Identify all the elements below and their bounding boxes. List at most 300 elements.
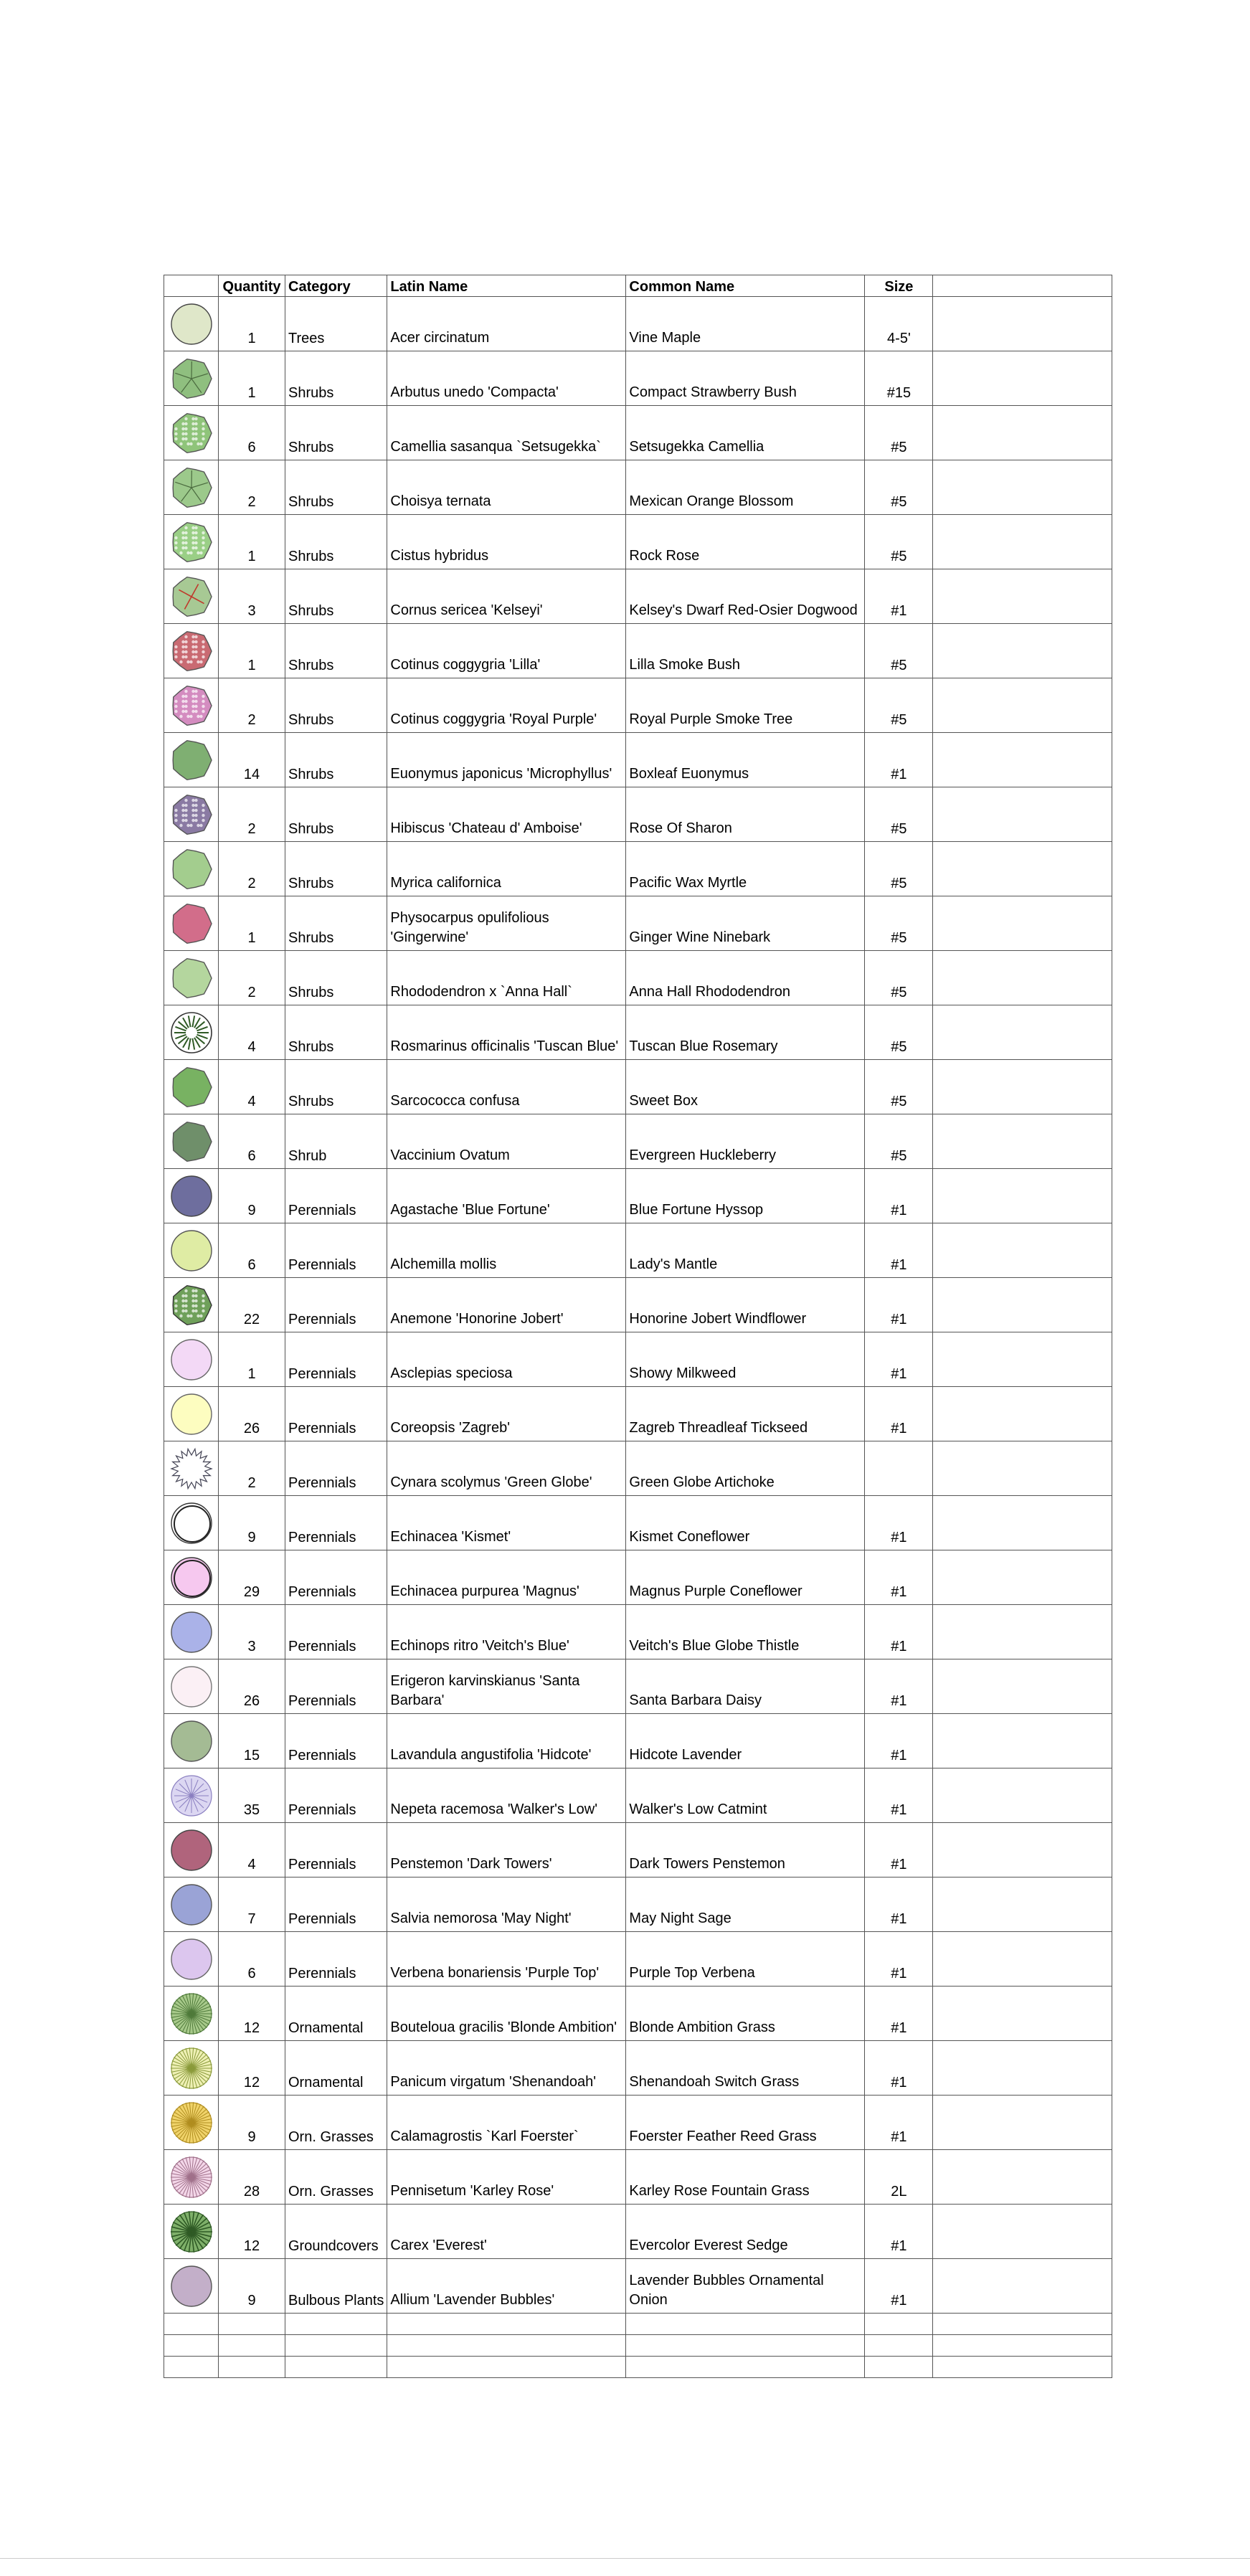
category-cell: Shrub bbox=[285, 1114, 387, 1169]
size-cell bbox=[865, 1441, 933, 1496]
common-name-cell: Showy Milkweed bbox=[626, 1332, 865, 1387]
quantity-cell: 26 bbox=[219, 1659, 285, 1714]
category-cell: Perennials bbox=[285, 1278, 387, 1332]
empty-cell bbox=[285, 2357, 387, 2378]
table-row bbox=[164, 569, 1112, 624]
common-name-cell: Setsugekka Camellia bbox=[626, 406, 865, 460]
empty-cell bbox=[626, 2314, 865, 2335]
size-cell: #5 bbox=[865, 1114, 933, 1169]
latin-name-cell: Agastache 'Blue Fortune' bbox=[387, 1169, 626, 1223]
common-name-cell: Shenandoah Switch Grass bbox=[626, 2041, 865, 2096]
table-row bbox=[164, 2205, 1112, 2259]
latin-name-cell: Penstemon 'Dark Towers' bbox=[387, 1823, 626, 1877]
table-row bbox=[164, 2096, 1112, 2150]
blank-row bbox=[164, 2335, 1112, 2357]
notes-cell bbox=[933, 515, 1112, 569]
quantity-cell: 15 bbox=[219, 1714, 285, 1768]
size-cell: #1 bbox=[865, 1387, 933, 1441]
quantity-cell: 22 bbox=[219, 1278, 285, 1332]
common-name-cell: Purple Top Verbena bbox=[626, 1932, 865, 1987]
notes-cell bbox=[933, 569, 1112, 624]
header-symbol bbox=[164, 275, 219, 297]
plant-symbol-icon bbox=[164, 569, 219, 624]
plant-symbol-icon bbox=[164, 1060, 219, 1114]
quantity-cell: 35 bbox=[219, 1768, 285, 1823]
common-name-cell: Magnus Purple Coneflower bbox=[626, 1550, 865, 1605]
common-name-cell: Honorine Jobert Windflower bbox=[626, 1278, 865, 1332]
latin-name-cell: Physocarpus opulifolious 'Gingerwine' bbox=[387, 896, 626, 951]
table-row bbox=[164, 515, 1112, 569]
common-name-cell: Foerster Feather Reed Grass bbox=[626, 2096, 865, 2150]
empty-cell bbox=[219, 2314, 285, 2335]
quantity-cell: 2 bbox=[219, 1441, 285, 1496]
category-cell: Perennials bbox=[285, 1550, 387, 1605]
quantity-cell: 2 bbox=[219, 842, 285, 896]
notes-cell bbox=[933, 1877, 1112, 1932]
latin-name-cell: Anemone 'Honorine Jobert' bbox=[387, 1278, 626, 1332]
size-cell: #1 bbox=[865, 2041, 933, 2096]
latin-name-cell: Myrica californica bbox=[387, 842, 626, 896]
table-row bbox=[164, 1496, 1112, 1550]
quantity-cell: 9 bbox=[219, 2096, 285, 2150]
notes-cell bbox=[933, 1114, 1112, 1169]
table-row bbox=[164, 2259, 1112, 2314]
common-name-cell: Karley Rose Fountain Grass bbox=[626, 2150, 865, 2205]
common-name-cell: Kelsey's Dwarf Red-Osier Dogwood bbox=[626, 569, 865, 624]
latin-name-cell: Calamagrostis `Karl Foerster` bbox=[387, 2096, 626, 2150]
plant-symbol-icon bbox=[164, 1550, 219, 1605]
size-cell: #5 bbox=[865, 406, 933, 460]
category-cell: Shrubs bbox=[285, 1060, 387, 1114]
table-row bbox=[164, 1278, 1112, 1332]
latin-name-cell: Cynara scolymus 'Green Globe' bbox=[387, 1441, 626, 1496]
blank-row bbox=[164, 2314, 1112, 2335]
size-cell: 4-5' bbox=[865, 297, 933, 351]
size-cell: #5 bbox=[865, 787, 933, 842]
latin-name-cell: Rosmarinus officinalis 'Tuscan Blue' bbox=[387, 1005, 626, 1060]
size-cell: #1 bbox=[865, 2096, 933, 2150]
table-row bbox=[164, 1332, 1112, 1387]
latin-name-cell: Erigeron karvinskianus 'Santa Barbara' bbox=[387, 1659, 626, 1714]
notes-cell bbox=[933, 406, 1112, 460]
plant-symbol-icon bbox=[164, 351, 219, 406]
size-cell: #1 bbox=[865, 2259, 933, 2314]
quantity-cell: 1 bbox=[219, 351, 285, 406]
quantity-cell: 14 bbox=[219, 733, 285, 787]
common-name-cell: Mexican Orange Blossom bbox=[626, 460, 865, 515]
latin-name-cell: Cistus hybridus bbox=[387, 515, 626, 569]
size-cell: #1 bbox=[865, 1823, 933, 1877]
plant-symbol-icon bbox=[164, 1659, 219, 1714]
plant-symbol-icon bbox=[164, 460, 219, 515]
size-cell: #1 bbox=[865, 1659, 933, 1714]
category-cell: Orn. Grasses bbox=[285, 2096, 387, 2150]
size-cell: #1 bbox=[865, 1278, 933, 1332]
plant-schedule bbox=[164, 275, 1112, 2378]
empty-cell bbox=[387, 2357, 626, 2378]
notes-cell bbox=[933, 460, 1112, 515]
latin-name-cell: Carex 'Everest' bbox=[387, 2205, 626, 2259]
notes-cell bbox=[933, 842, 1112, 896]
common-name-cell: Pacific Wax Myrtle bbox=[626, 842, 865, 896]
quantity-cell: 4 bbox=[219, 1823, 285, 1877]
latin-name-cell: Bouteloua gracilis 'Blonde Ambition' bbox=[387, 1987, 626, 2041]
notes-cell bbox=[933, 1987, 1112, 2041]
empty-cell bbox=[933, 2357, 1112, 2378]
table-row bbox=[164, 733, 1112, 787]
category-cell: Perennials bbox=[285, 1387, 387, 1441]
empty-cell bbox=[219, 2357, 285, 2378]
empty-cell bbox=[285, 2335, 387, 2357]
notes-cell bbox=[933, 1550, 1112, 1605]
table-row bbox=[164, 406, 1112, 460]
empty-cell bbox=[626, 2335, 865, 2357]
plant-symbol-icon bbox=[164, 297, 219, 351]
category-cell: Perennials bbox=[285, 1877, 387, 1932]
notes-cell bbox=[933, 1768, 1112, 1823]
common-name-cell: Compact Strawberry Bush bbox=[626, 351, 865, 406]
plant-symbol-icon bbox=[164, 1714, 219, 1768]
latin-name-cell: Lavandula angustifolia 'Hidcote' bbox=[387, 1714, 626, 1768]
notes-cell bbox=[933, 1932, 1112, 1987]
size-cell: #1 bbox=[865, 1768, 933, 1823]
notes-cell bbox=[933, 1441, 1112, 1496]
common-name-cell: Lilla Smoke Bush bbox=[626, 624, 865, 678]
notes-cell bbox=[933, 2096, 1112, 2150]
notes-cell bbox=[933, 951, 1112, 1005]
category-cell: Perennials bbox=[285, 1223, 387, 1278]
empty-cell bbox=[865, 2357, 933, 2378]
quantity-cell: 12 bbox=[219, 2205, 285, 2259]
size-cell: #1 bbox=[865, 733, 933, 787]
table-row bbox=[164, 1005, 1112, 1060]
common-name-cell: Evercolor Everest Sedge bbox=[626, 2205, 865, 2259]
quantity-cell: 1 bbox=[219, 896, 285, 951]
category-cell: Perennials bbox=[285, 1605, 387, 1659]
empty-cell bbox=[626, 2357, 865, 2378]
quantity-cell: 2 bbox=[219, 787, 285, 842]
category-cell: Perennials bbox=[285, 1169, 387, 1223]
table-row bbox=[164, 1768, 1112, 1823]
common-name-cell: Walker's Low Catmint bbox=[626, 1768, 865, 1823]
plant-symbol-icon bbox=[164, 1768, 219, 1823]
latin-name-cell: Echinacea purpurea 'Magnus' bbox=[387, 1550, 626, 1605]
notes-cell bbox=[933, 1060, 1112, 1114]
plant-symbol-icon bbox=[164, 1332, 219, 1387]
category-cell: Shrubs bbox=[285, 787, 387, 842]
latin-name-cell: Vaccinium Ovatum bbox=[387, 1114, 626, 1169]
plant-symbol-icon bbox=[164, 1932, 219, 1987]
category-cell: Shrubs bbox=[285, 842, 387, 896]
size-cell: #15 bbox=[865, 351, 933, 406]
common-name-cell: Green Globe Artichoke bbox=[626, 1441, 865, 1496]
latin-name-cell: Verbena bonariensis 'Purple Top' bbox=[387, 1932, 626, 1987]
notes-cell bbox=[933, 1605, 1112, 1659]
notes-cell bbox=[933, 1278, 1112, 1332]
table-row bbox=[164, 1877, 1112, 1932]
common-name-cell: Rose Of Sharon bbox=[626, 787, 865, 842]
header-common-name: Common Name bbox=[626, 275, 865, 297]
size-cell: #1 bbox=[865, 1877, 933, 1932]
quantity-cell: 1 bbox=[219, 297, 285, 351]
plant-symbol-icon bbox=[164, 951, 219, 1005]
latin-name-cell: Cotinus coggygria 'Royal Purple' bbox=[387, 678, 626, 733]
plant-symbol-icon bbox=[164, 1987, 219, 2041]
notes-cell bbox=[933, 1223, 1112, 1278]
latin-name-cell: Hibiscus 'Chateau d' Amboise' bbox=[387, 787, 626, 842]
quantity-cell: 6 bbox=[219, 406, 285, 460]
table-row bbox=[164, 1659, 1112, 1714]
quantity-cell: 28 bbox=[219, 2150, 285, 2205]
table-row bbox=[164, 351, 1112, 406]
common-name-cell: Zagreb Threadleaf Tickseed bbox=[626, 1387, 865, 1441]
size-cell: #1 bbox=[865, 1932, 933, 1987]
quantity-cell: 9 bbox=[219, 1169, 285, 1223]
size-cell: #1 bbox=[865, 1714, 933, 1768]
notes-cell bbox=[933, 2259, 1112, 2314]
notes-cell bbox=[933, 351, 1112, 406]
table-row bbox=[164, 297, 1112, 351]
quantity-cell: 6 bbox=[219, 1114, 285, 1169]
size-cell: #1 bbox=[865, 569, 933, 624]
quantity-cell: 2 bbox=[219, 951, 285, 1005]
latin-name-cell: Arbutus unedo 'Compacta' bbox=[387, 351, 626, 406]
plant-symbol-icon bbox=[164, 515, 219, 569]
table-row bbox=[164, 1441, 1112, 1496]
latin-name-cell: Asclepias speciosa bbox=[387, 1332, 626, 1387]
quantity-cell: 9 bbox=[219, 1496, 285, 1550]
size-cell: #1 bbox=[865, 1550, 933, 1605]
category-cell: Shrubs bbox=[285, 624, 387, 678]
category-cell: Ornamental bbox=[285, 1987, 387, 2041]
table-row bbox=[164, 1823, 1112, 1877]
category-cell: Perennials bbox=[285, 1823, 387, 1877]
size-cell: #1 bbox=[865, 1223, 933, 1278]
table-row bbox=[164, 1987, 1112, 2041]
latin-name-cell: Allium 'Lavender Bubbles' bbox=[387, 2259, 626, 2314]
common-name-cell: Anna Hall Rhododendron bbox=[626, 951, 865, 1005]
empty-cell bbox=[164, 2357, 219, 2378]
table-row bbox=[164, 1932, 1112, 1987]
header-latin-name: Latin Name bbox=[387, 275, 626, 297]
common-name-cell: Boxleaf Euonymus bbox=[626, 733, 865, 787]
table-row bbox=[164, 842, 1112, 896]
common-name-cell: Hidcote Lavender bbox=[626, 1714, 865, 1768]
quantity-cell: 4 bbox=[219, 1005, 285, 1060]
plant-symbol-icon bbox=[164, 1114, 219, 1169]
plant-symbol-icon bbox=[164, 1387, 219, 1441]
plant-symbol-icon bbox=[164, 787, 219, 842]
category-cell: Perennials bbox=[285, 1768, 387, 1823]
empty-cell bbox=[219, 2335, 285, 2357]
latin-name-cell: Cornus sericea 'Kelseyi' bbox=[387, 569, 626, 624]
page-bottom-rule bbox=[0, 2558, 1250, 2559]
quantity-cell: 2 bbox=[219, 460, 285, 515]
header-category: Category bbox=[285, 275, 387, 297]
latin-name-cell: Rhododendron x `Anna Hall` bbox=[387, 951, 626, 1005]
notes-cell bbox=[933, 297, 1112, 351]
notes-cell bbox=[933, 2041, 1112, 2096]
quantity-cell: 12 bbox=[219, 1987, 285, 2041]
table-row bbox=[164, 1550, 1112, 1605]
notes-cell bbox=[933, 1169, 1112, 1223]
table-row bbox=[164, 624, 1112, 678]
quantity-cell: 26 bbox=[219, 1387, 285, 1441]
plant-symbol-icon bbox=[164, 2205, 219, 2259]
empty-cell bbox=[865, 2314, 933, 2335]
notes-cell bbox=[933, 787, 1112, 842]
category-cell: Orn. Grasses bbox=[285, 2150, 387, 2205]
table-row bbox=[164, 1605, 1112, 1659]
quantity-cell: 2 bbox=[219, 678, 285, 733]
table-row bbox=[164, 1114, 1112, 1169]
notes-cell bbox=[933, 1005, 1112, 1060]
plant-symbol-icon bbox=[164, 678, 219, 733]
plant-symbol-icon bbox=[164, 1278, 219, 1332]
latin-name-cell: Choisya ternata bbox=[387, 460, 626, 515]
latin-name-cell: Echinacea 'Kismet' bbox=[387, 1496, 626, 1550]
blank-row bbox=[164, 2357, 1112, 2378]
common-name-cell: Veitch's Blue Globe Thistle bbox=[626, 1605, 865, 1659]
quantity-cell: 1 bbox=[219, 515, 285, 569]
common-name-cell: Lady's Mantle bbox=[626, 1223, 865, 1278]
empty-cell bbox=[164, 2335, 219, 2357]
empty-cell bbox=[387, 2335, 626, 2357]
latin-name-cell: Salvia nemorosa 'May Night' bbox=[387, 1877, 626, 1932]
notes-cell bbox=[933, 1823, 1112, 1877]
size-cell: #1 bbox=[865, 1332, 933, 1387]
quantity-cell: 29 bbox=[219, 1550, 285, 1605]
notes-cell bbox=[933, 1496, 1112, 1550]
category-cell: Perennials bbox=[285, 1659, 387, 1714]
size-cell: #1 bbox=[865, 2205, 933, 2259]
latin-name-cell: Cotinus coggygria 'Lilla' bbox=[387, 624, 626, 678]
quantity-cell: 9 bbox=[219, 2259, 285, 2314]
size-cell: 2L bbox=[865, 2150, 933, 2205]
quantity-cell: 1 bbox=[219, 1332, 285, 1387]
plant-schedule-table bbox=[164, 275, 1112, 2378]
table-row bbox=[164, 1223, 1112, 1278]
latin-name-cell: Acer circinatum bbox=[387, 297, 626, 351]
table-row bbox=[164, 678, 1112, 733]
category-cell: Perennials bbox=[285, 1332, 387, 1387]
size-cell: #5 bbox=[865, 624, 933, 678]
size-cell: #5 bbox=[865, 515, 933, 569]
common-name-cell: Royal Purple Smoke Tree bbox=[626, 678, 865, 733]
category-cell: Shrubs bbox=[285, 351, 387, 406]
plant-symbol-icon bbox=[164, 624, 219, 678]
common-name-cell: Sweet Box bbox=[626, 1060, 865, 1114]
table-row bbox=[164, 896, 1112, 951]
table-row bbox=[164, 1060, 1112, 1114]
notes-cell bbox=[933, 1659, 1112, 1714]
header-quantity: Quantity bbox=[219, 275, 285, 297]
notes-cell bbox=[933, 733, 1112, 787]
empty-cell bbox=[933, 2314, 1112, 2335]
common-name-cell: Santa Barbara Daisy bbox=[626, 1659, 865, 1714]
plant-symbol-icon bbox=[164, 1441, 219, 1496]
notes-cell bbox=[933, 678, 1112, 733]
category-cell: Shrubs bbox=[285, 406, 387, 460]
plant-symbol-icon bbox=[164, 2259, 219, 2314]
notes-cell bbox=[933, 896, 1112, 951]
table-row bbox=[164, 787, 1112, 842]
latin-name-cell: Nepeta racemosa 'Walker's Low' bbox=[387, 1768, 626, 1823]
size-cell: #5 bbox=[865, 842, 933, 896]
plant-symbol-icon bbox=[164, 406, 219, 460]
category-cell: Ornamental bbox=[285, 2041, 387, 2096]
latin-name-cell: Euonymus japonicus 'Microphyllus' bbox=[387, 733, 626, 787]
size-cell: #5 bbox=[865, 1060, 933, 1114]
size-cell: #5 bbox=[865, 460, 933, 515]
size-cell: #1 bbox=[865, 1169, 933, 1223]
category-cell: Shrubs bbox=[285, 951, 387, 1005]
quantity-cell: 1 bbox=[219, 624, 285, 678]
latin-name-cell: Coreopsis 'Zagreb' bbox=[387, 1387, 626, 1441]
notes-cell bbox=[933, 2205, 1112, 2259]
size-cell: #1 bbox=[865, 1496, 933, 1550]
plant-symbol-icon bbox=[164, 1496, 219, 1550]
common-name-cell: Dark Towers Penstemon bbox=[626, 1823, 865, 1877]
latin-name-cell: Camellia sasanqua `Setsugekka` bbox=[387, 406, 626, 460]
category-cell: Perennials bbox=[285, 1496, 387, 1550]
plant-symbol-icon bbox=[164, 2150, 219, 2205]
table-row bbox=[164, 1387, 1112, 1441]
plant-symbol-icon bbox=[164, 896, 219, 951]
latin-name-cell: Alchemilla mollis bbox=[387, 1223, 626, 1278]
category-cell: Groundcovers bbox=[285, 2205, 387, 2259]
quantity-cell: 6 bbox=[219, 1932, 285, 1987]
category-cell: Bulbous Plants bbox=[285, 2259, 387, 2314]
empty-cell bbox=[865, 2335, 933, 2357]
common-name-cell: Lavender Bubbles Ornamental Onion bbox=[626, 2259, 865, 2314]
plant-symbol-icon bbox=[164, 1605, 219, 1659]
table-row bbox=[164, 2150, 1112, 2205]
notes-cell bbox=[933, 1332, 1112, 1387]
plant-symbol-icon bbox=[164, 1223, 219, 1278]
common-name-cell: Tuscan Blue Rosemary bbox=[626, 1005, 865, 1060]
common-name-cell: Ginger Wine Ninebark bbox=[626, 896, 865, 951]
plant-symbol-icon bbox=[164, 842, 219, 896]
notes-cell bbox=[933, 1714, 1112, 1768]
notes-cell bbox=[933, 624, 1112, 678]
table-row bbox=[164, 951, 1112, 1005]
table-row bbox=[164, 2041, 1112, 2096]
category-cell: Shrubs bbox=[285, 1005, 387, 1060]
empty-cell bbox=[933, 2335, 1112, 2357]
category-cell: Shrubs bbox=[285, 460, 387, 515]
plant-symbol-icon bbox=[164, 1169, 219, 1223]
quantity-cell: 4 bbox=[219, 1060, 285, 1114]
header-notes bbox=[933, 275, 1112, 297]
notes-cell bbox=[933, 1387, 1112, 1441]
size-cell: #1 bbox=[865, 1987, 933, 2041]
plant-symbol-icon bbox=[164, 2041, 219, 2096]
plant-symbol-icon bbox=[164, 1005, 219, 1060]
empty-cell bbox=[285, 2314, 387, 2335]
table-row bbox=[164, 1714, 1112, 1768]
category-cell: Perennials bbox=[285, 1714, 387, 1768]
plant-symbol-icon bbox=[164, 2096, 219, 2150]
category-cell: Trees bbox=[285, 297, 387, 351]
header-row bbox=[164, 275, 1112, 297]
common-name-cell: May Night Sage bbox=[626, 1877, 865, 1932]
table-row bbox=[164, 1169, 1112, 1223]
quantity-cell: 7 bbox=[219, 1877, 285, 1932]
size-cell: #1 bbox=[865, 1605, 933, 1659]
plant-symbol-icon bbox=[164, 1823, 219, 1877]
quantity-cell: 3 bbox=[219, 1605, 285, 1659]
